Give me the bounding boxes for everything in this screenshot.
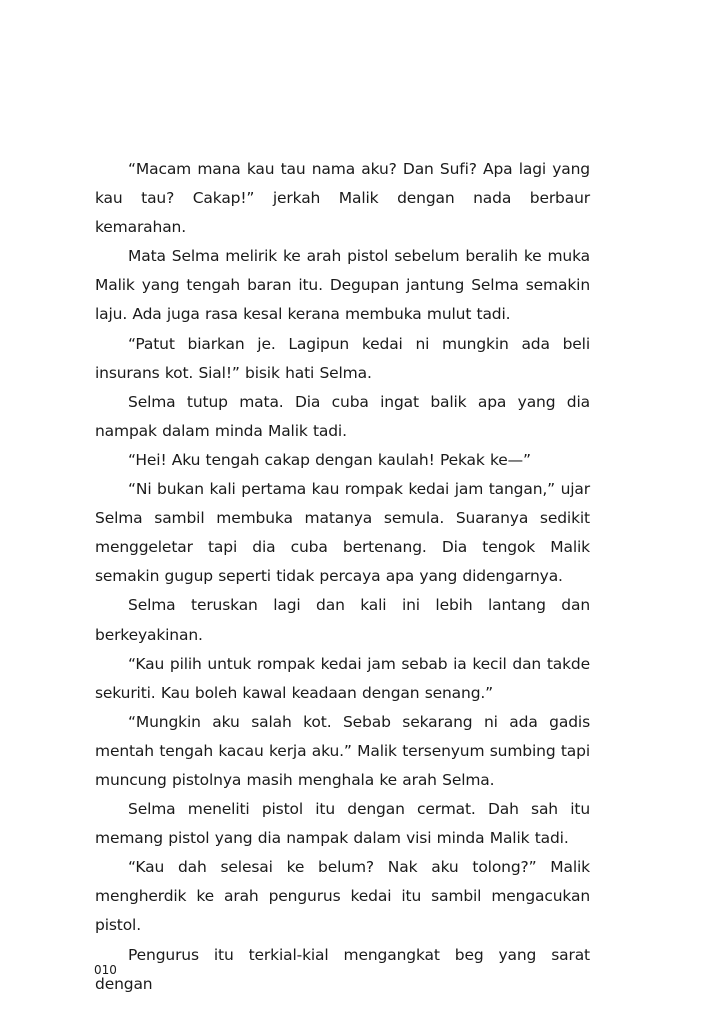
paragraph-11: “Kau dah selesai ke belum? Nak aku tolong?” Malik mengherdik ke arah pengurus kedai itu sambil mengacukan pistol. [95,858,590,935]
paragraph-8: “Kau pilih untuk rompak kedai jam sebab ia kecil dan takde sekuriti. Kau boleh kawal keadaan dengan senang.” [95,654,590,702]
page-number: 010 [94,963,117,977]
paragraph-9: “Mungkin aku salah kot. Sebab sekarang ni ada gadis mentah tengah kacau kerja aku.” Malik tersenyum sumbing tapi muncung pistolnya masih menghala ke arah Selma. [95,712,590,789]
paragraph-5: “Hei! Aku tengah cakap dengan kaulah! Pekak ke—” [128,450,531,469]
paragraph-7: Selma teruskan lagi dan kali ini lebih lantang dan berkeyakinan. [95,596,590,644]
paragraph-6: “Ni bukan kali pertama kau rompak kedai jam tangan,” ujar Selma sambil membuka matanya semula. Suaranya sedikit menggeletar tapi dia cuba bertenang. Dia tengok Malik semakin gugup seperti tidak percaya apa yang didengarnya. [95,480,590,586]
paragraph-3: “Patut biarkan je. Lagipun kedai ni mungkin ada beli insurans kot. Sial!” bisik hati Selma. [95,334,590,382]
paragraph-2: Mata Selma melirik ke arah pistol sebelum beralih ke muka Malik yang tengah baran itu. Degupan jantung Selma semakin laju. Ada juga rasa kesal kerana membuka mulut tadi. [95,247,590,324]
paragraph-12: Pengurus itu terkial-kial mengangkat beg yang sarat dengan [95,945,590,993]
page-body [95,155,590,999]
paragraph-1: “Macam mana kau tau nama aku? Dan Sufi? Apa lagi yang kau tau? Cakap!” jerkah Malik dengan nada berbaur kemarahan. [95,160,590,237]
paragraph-10: Selma meneliti pistol itu dengan cermat. Dah sah itu memang pistol yang dia nampak dalam visi minda Malik tadi. [95,800,590,848]
paragraph-4: Selma tutup mata. Dia cuba ingat balik apa yang dia nampak dalam minda Malik tadi. [95,392,590,440]
